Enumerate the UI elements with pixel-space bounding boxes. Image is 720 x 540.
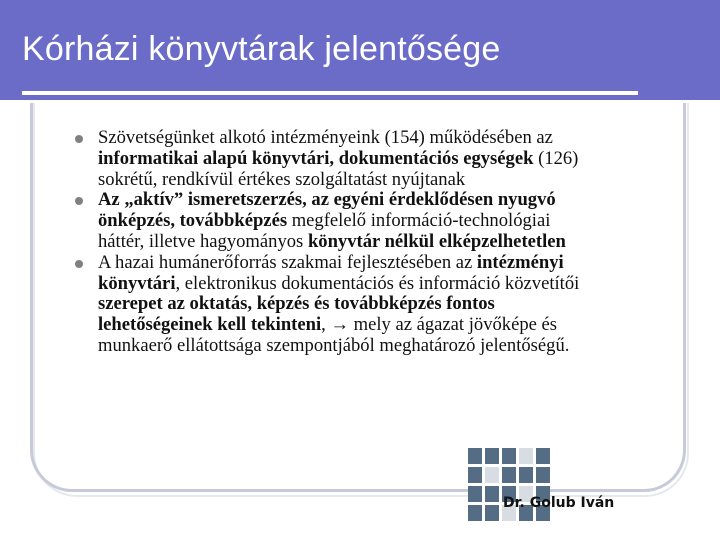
logo-cell <box>468 467 482 483</box>
bullet-text-segment: szerepet az oktatás, képzés és továbbképzés fontos lehetőségeinek kell tekinteni <box>98 293 495 336</box>
logo-cell <box>485 486 499 502</box>
bullet-dot-icon <box>75 135 83 143</box>
logo-cell <box>502 448 516 464</box>
bullet-item <box>75 190 595 252</box>
bullet-text-segment: Szövetségünket alkotó intézményeink (154) működésében az <box>98 127 553 148</box>
bullet-dot-icon <box>75 197 83 205</box>
logo-cell <box>468 448 482 464</box>
bullet-item <box>75 253 595 357</box>
bullet-text-segment: A hazai humánerőforrás szakmai fejlesztésében az <box>98 251 477 273</box>
bullet-text-segment: informatikai alapú könyvtári, dokumentációs egységek <box>98 147 534 169</box>
bullet-list <box>75 128 595 357</box>
title-bar <box>0 0 720 100</box>
bullet-text-segment: intézményi könyvtári <box>98 251 564 294</box>
title-underline <box>22 91 638 95</box>
logo-cell <box>519 467 533 483</box>
bullet-text-segment: Az „aktív” ismeretszerzés, az egyéni érdeklődésen nyugvó önképzés, továbbképzés <box>98 189 556 232</box>
author-name: Dr. Golub Iván <box>503 495 615 511</box>
slide-title: Kórházi könyvtárak jelentősége <box>22 30 501 68</box>
bullet-dot-icon <box>75 260 83 268</box>
logo-cell <box>536 448 550 464</box>
bullet-text-segment: könyvtár nélkül elképzelhetetlen <box>307 230 566 252</box>
logo-cell <box>468 486 482 502</box>
logo-cell <box>468 505 482 521</box>
logo-cell <box>485 467 499 483</box>
bullet-text-segment: (126) sokrétű, rendkívül értékes szolgáltatást nyújtanak <box>98 147 579 190</box>
logo-cell <box>536 467 550 483</box>
logo-cell <box>485 448 499 464</box>
logo-cell <box>519 448 533 464</box>
logo-cell <box>502 467 516 483</box>
bullet-text-segment: , elektronikus dokumentációs és információ közvetítői <box>175 272 580 294</box>
bullet-text-segment: , → mely az ágazat jövőképe és munkaerő ellátottsága szempontjából meghatározó jelentőségű. <box>98 314 570 356</box>
bullet-item <box>75 128 595 190</box>
logo-cell <box>485 505 499 521</box>
bullet-text-segment: megfelelő információ-technológiai háttér, illetve hagyományos <box>98 210 551 252</box>
